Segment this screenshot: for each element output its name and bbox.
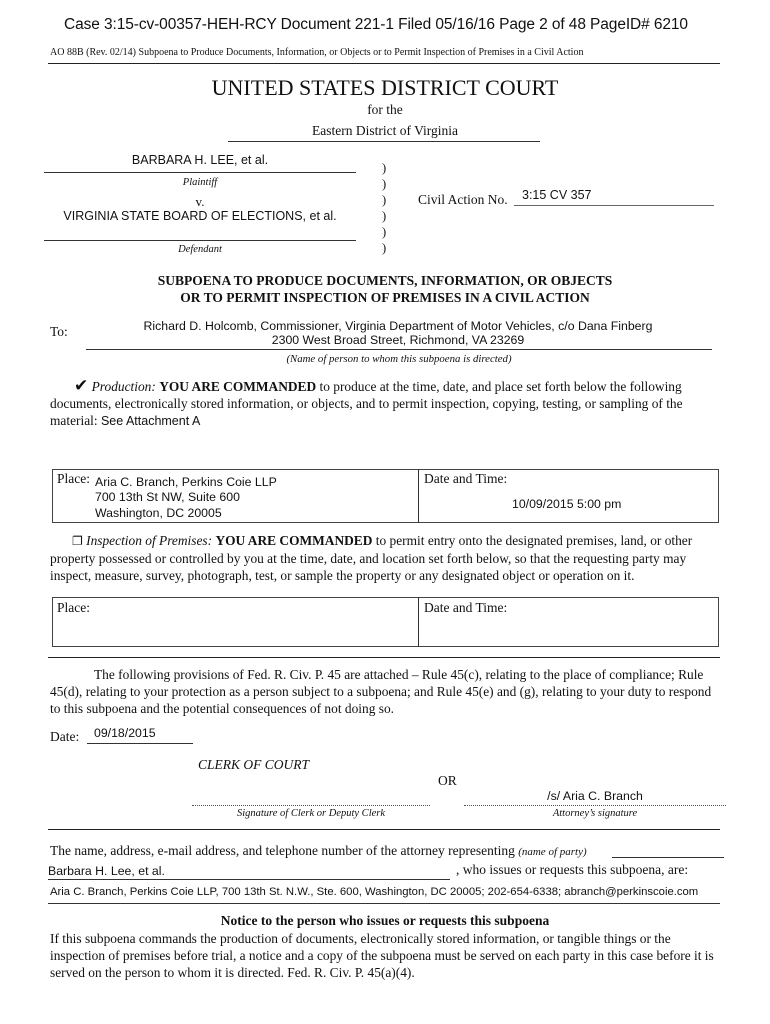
header-rule	[48, 63, 720, 64]
inspection-place-box	[52, 597, 719, 647]
date-label: Date:	[50, 729, 80, 744]
attorney-lead-line	[50, 843, 587, 859]
plaintiff-name: BARBARA H. LEE, et al.	[131, 153, 269, 167]
attorney-sig-caption: Attorney’s signature	[552, 808, 638, 819]
production-datetime-label: Date and Time:	[424, 471, 508, 486]
civil-action-number: 3:15 CV 357	[522, 188, 592, 202]
production-place-line: Washington, DC 20005	[95, 506, 222, 520]
attorney-trail-text: , who issues or requests this subpoena, are:	[456, 862, 689, 877]
provisions-paragraph: The following provisions of Fed. R. Civ. P. 45 are attached – Rule 45(c), relating to the place of compliance; Rule 45(d), relating to your protection as a person subject to a subpoena; and Rule 45(e) and (g), relating to your duty to respond to this subpoena and the potential consequences of not doing so.	[50, 667, 712, 716]
clerk-label: CLERK OF COURT	[198, 757, 310, 772]
inspection-commanded: YOU ARE COMMANDED	[215, 533, 373, 548]
attorney-sig-value: /s/ Aria C. Branch	[547, 789, 643, 803]
to-label: To:	[50, 324, 68, 339]
defendant-name: VIRGINIA STATE BOARD OF ELECTIONS, et al.	[63, 209, 337, 223]
defendant-label: Defendant	[178, 244, 222, 255]
subpoena-title-line1: SUBPOENA TO PRODUCE DOCUMENTS, INFORMATION, OR OBJECTS	[157, 273, 613, 288]
production-datetime-value: 10/09/2015 5:00 pm	[512, 497, 622, 511]
paren: )	[382, 177, 387, 191]
production-checkbox-icon[interactable]: ✔	[74, 376, 89, 395]
subpoena-title-line2: OR TO PERMIT INSPECTION OF PREMISES IN A CIVIL ACTION	[180, 290, 590, 305]
court-title: UNITED STATES DISTRICT COURT	[211, 75, 559, 100]
for-the: for the	[367, 102, 403, 117]
versus: v.	[195, 194, 205, 209]
attorney-lead-italic: (name of party)	[518, 846, 587, 858]
attorney-contact-rule	[48, 903, 720, 904]
defendant-rule	[44, 240, 356, 241]
attorney-party-rule	[48, 879, 450, 880]
inspection-paragraph	[50, 532, 722, 584]
inspection-text: to permit entry onto the designated premises, land, or other property possessed or controlled by you at the time, date, and location set forth below, so that the requesting party may inspect, measure, survey, photograph, test, or sample the property or any designated object or operation on it.	[50, 533, 693, 583]
paren: )	[382, 241, 387, 255]
recipient-caption: (Name of person to whom this subpoena is directed)	[286, 353, 512, 365]
inspection-place-label: Place:	[57, 600, 90, 615]
clerk-sig-rule	[192, 805, 430, 806]
attorney-party-rule-right	[612, 857, 724, 858]
production-place-line: Aria C. Branch, Perkins Coie LLP	[95, 475, 277, 489]
production-text: to produce at the time, date, and place set forth below the following documents, electronically stored information, or objects, and to permit inspection, copying, testing, or sampling of the material:	[50, 379, 683, 428]
recipient-rule	[86, 349, 712, 350]
paren: )	[382, 209, 387, 223]
attorney-section-rule	[48, 829, 720, 830]
provisions-rule	[48, 657, 720, 658]
inspection-datetime-label: Date and Time:	[424, 600, 508, 615]
production-material: See Attachment A	[100, 414, 201, 428]
paren: )	[382, 161, 387, 175]
civil-action-rule	[514, 205, 714, 206]
inspection-label: Inspection of Premises:	[86, 533, 213, 548]
or-label: OR	[438, 773, 457, 788]
form-id: AO 88B (Rev. 02/14) Subpoena to Produce Documents, Information, or Objects or to Permit Inspection of Premises in a Civil Action	[50, 47, 584, 58]
plaintiff-rule	[44, 172, 356, 173]
production-paragraph	[50, 377, 722, 430]
paren: )	[382, 225, 387, 239]
district-rule	[228, 141, 540, 142]
notice-heading: Notice to the person who issues or requests this subpoena	[220, 913, 550, 928]
date-rule	[87, 743, 193, 744]
inspection-checkbox-icon[interactable]: ❐	[72, 534, 83, 548]
attorney-sig-rule	[464, 805, 726, 806]
attorney-party-value: Barbara H. Lee, et al.	[48, 864, 165, 878]
production-place-label: Place:	[57, 471, 90, 486]
recipient-line2: 2300 West Broad Street, Richmond, VA 23269	[271, 333, 525, 347]
production-box-divider	[418, 469, 419, 523]
paren: )	[382, 193, 387, 207]
district-name: Eastern District of Virginia	[311, 123, 459, 138]
case-header: Case 3:15-cv-00357-HEH-RCY Document 221-1 Filed 05/16/16 Page 2 of 48 PageID# 6210	[64, 16, 688, 33]
recipient-line1: Richard D. Holcomb, Commissioner, Virginia Department of Motor Vehicles, c/o Dana Finberg	[143, 319, 653, 333]
attorney-contact: Aria C. Branch, Perkins Coie LLP, 700 13th St. N.W., Ste. 600, Washington, DC 20005; 202-654-6338; abranch@perkinscoie.com	[50, 886, 699, 898]
attorney-lead-text: The name, address, e-mail address, and telephone number of the attorney representing	[50, 843, 519, 858]
production-label: Production:	[91, 379, 156, 394]
date-value: 09/18/2015	[94, 726, 156, 740]
production-commanded: YOU ARE COMMANDED	[159, 379, 317, 394]
production-place-line: 700 13th St NW, Suite 600	[95, 490, 240, 504]
civil-action-label: Civil Action No.	[418, 192, 508, 207]
clerk-sig-caption: Signature of Clerk or Deputy Clerk	[236, 808, 386, 819]
plaintiff-label: Plaintiff	[182, 177, 218, 188]
notice-body: If this subpoena commands the production of documents, electronically stored information, or tangible things or the inspection of premises before trial, a notice and a copy of the subpoena must be served on each party in this case before it is served on the person to whom it is directed. Fed. R. Civ. P. 45(a)(4).	[50, 931, 714, 980]
inspection-box-divider	[418, 597, 419, 647]
